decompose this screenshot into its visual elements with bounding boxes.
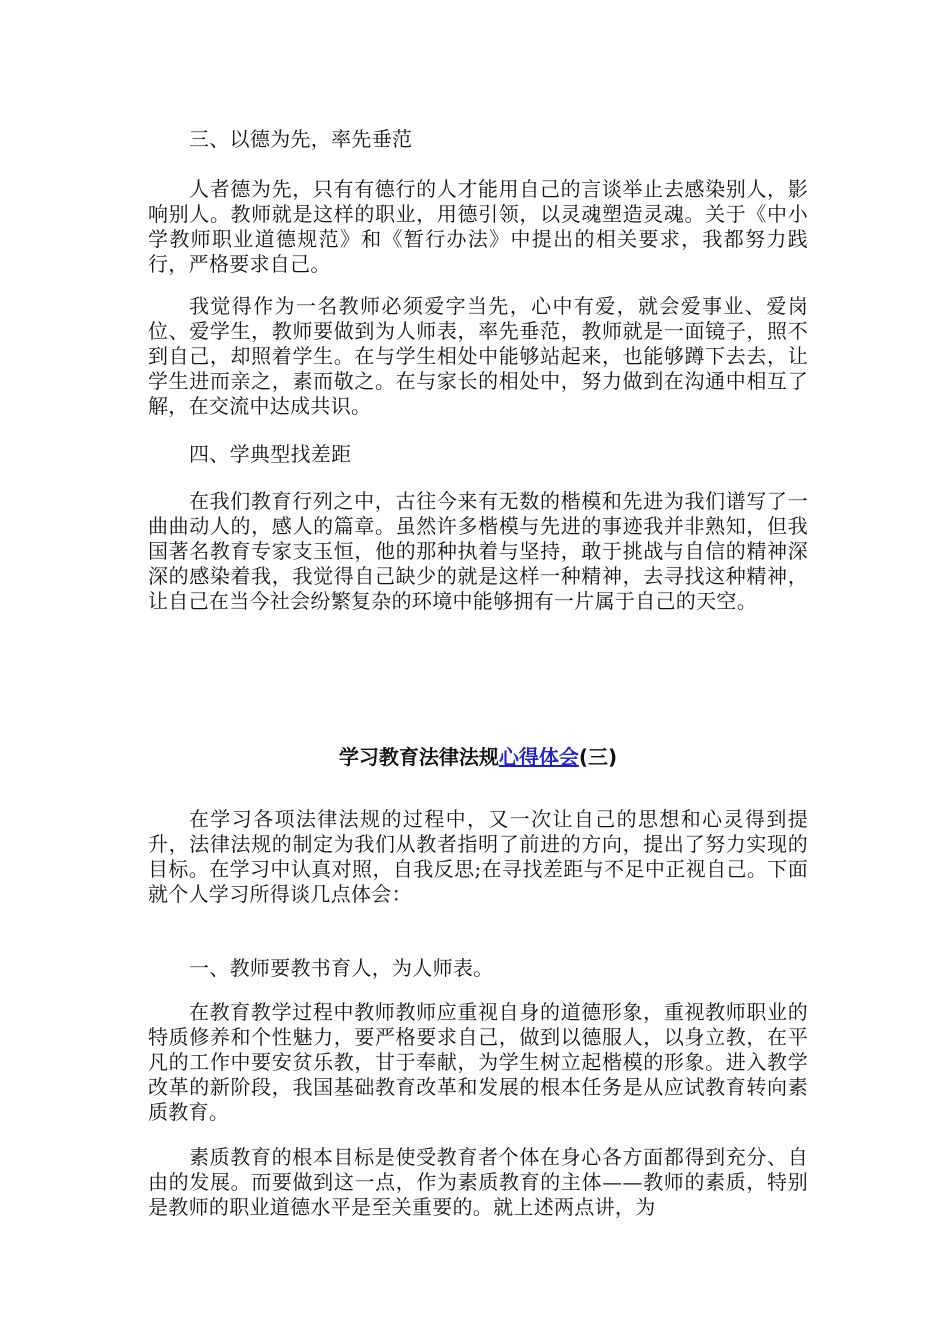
- paragraph: 素质教育的根本目标是使受教育者个体在身心各方面都得到充分、自由的发展。而要做到这一点，作为素质教育的主体——教师的素质，特别是教师的职业道德水平是至关重要的。就上述两点讲，为: [148, 1145, 808, 1219]
- article-title-link[interactable]: 心得体会: [498, 745, 579, 769]
- section-heading-4: 四、学典型找差距: [189, 442, 352, 466]
- paragraph: 我觉得作为一名教师必须爱字当先，心中有爱，就会爱事业、爱岗位、爱学生，教师要做到为人师表，率先垂范，教师就是一面镜子，照不到自己，却照着学生。在与学生相处中能够站起来，也能够蹲下去去，让学生进而亲之，素而敬之。在与家长的相处中，努力做到在沟通中相互了解，在交流中达成共识。: [148, 294, 808, 418]
- article-title-suffix: (三): [578, 745, 618, 769]
- section-heading-3: 三、以德为先，率先垂范: [189, 127, 413, 151]
- point-heading-1: 一、教师要教书育人，为人师表。: [189, 956, 494, 980]
- article-title-text: 学习教育法律法规: [338, 745, 499, 769]
- paragraph: 在学习各项法律法规的过程中，又一次让自己的思想和心灵得到提升，法律法规的制定为我们从教者指明了前进的方向，提出了努力实现的目标。在学习中认真对照，自我反思;在寻找差距与不足中正视自己。下面就个人学习所得谈几点体会：: [148, 807, 808, 906]
- paragraph: 人者德为先，只有有德行的人才能用自己的言谈举止去感染别人，影响别人。教师就是这样的职业，用德引领，以灵魂塑造灵魂。关于《中小学教师职业道德规范》和《暂行办法》中提出的相关要求，我都努力践行，严格要求自己。: [148, 177, 808, 276]
- paragraph: 在教育教学过程中教师教师应重视自身的道德形象，重视教师职业的特质修养和个性魅力，要严格要求自己，做到以德服人，以身立教，在平凡的工作中要安贫乐教，甘于奉献，为学生树立起楷模的形象。进入教学改革的新阶段，我国基础教育改革和发展的根本任务是从应试教育转向素质教育。: [148, 1000, 808, 1124]
- article-title: [148, 742, 808, 772]
- paragraph: 在我们教育行列之中，古往今来有无数的楷模和先进为我们谱写了一曲曲动人的，感人的篇章。虽然许多楷模与先进的事迹我并非熟知，但我国著名教育专家支玉恒，他的那种执着与坚持，敢于挑战与自信的精神深深的感染着我，我觉得自己缺少的就是这样一种精神，去寻找这种精神，让自己在当今社会纷繁复杂的环境中能够拥有一片属于自己的天空。: [148, 489, 808, 613]
